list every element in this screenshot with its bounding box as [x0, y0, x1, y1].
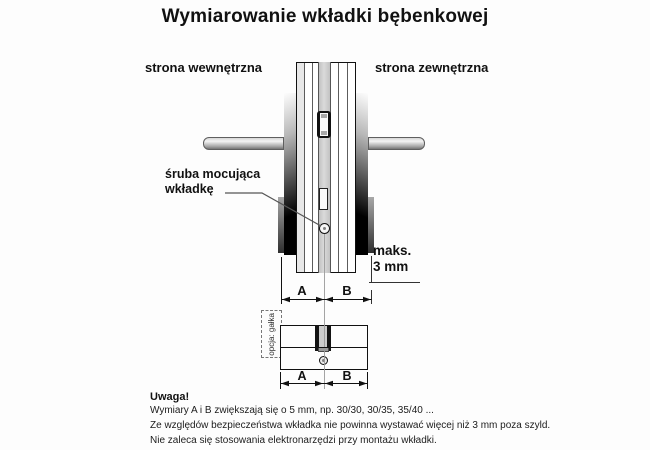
max-label-line2: 3 mm — [373, 259, 409, 274]
lower-dimension-a-label: A — [297, 369, 307, 383]
screw-center-dot — [323, 227, 326, 230]
inner-escutcheon-plate — [284, 93, 296, 255]
screw-hole-dot — [322, 359, 325, 362]
spindle-shaft-right — [368, 137, 425, 150]
knob-option-label: opcja: gałka — [267, 312, 276, 356]
cam-notch-inner — [319, 326, 327, 347]
spindle-shaft-left — [203, 137, 284, 150]
cam-slot — [317, 111, 331, 138]
notes-heading: Uwaga! — [150, 391, 190, 403]
screw-label-line1: śruba mocująca — [165, 167, 261, 181]
knob-option-box — [261, 310, 282, 358]
lower-dimension-b-label: B — [342, 369, 352, 383]
screw-label-line2: wkładkę — [165, 182, 214, 196]
note-line-3: Nie zaleca się stosowania elektronarzędzi przy montażu wkładki. — [150, 435, 437, 446]
note-line-1: Wymiary A i B zwiększają się o 5 mm, np. 30/30, 30/35, 35/40 ... — [150, 405, 434, 416]
fixing-screw-icon — [319, 223, 330, 234]
max-3mm-label — [373, 243, 411, 275]
door-layer-strip — [297, 63, 304, 272]
outer-side-label: strona zewnętrzna — [375, 60, 489, 75]
cam-tip — [318, 347, 329, 352]
fixing-screw-hole-icon — [319, 356, 328, 365]
note-line-2: Ze względów bezpieczeństwa wkładka nie powinna wystawać więcej niż 3 mm poza szyld. — [150, 420, 551, 431]
keyway-slot — [319, 188, 328, 210]
dimension-b-label: B — [342, 283, 352, 298]
outer-escutcheon-plate — [356, 93, 368, 255]
cam-slot-detail-bottom — [321, 131, 327, 135]
dimension-a-label: A — [297, 283, 307, 298]
inner-side-label: strona wewnętrzna — [145, 60, 263, 75]
cylinder-channel — [318, 62, 331, 273]
cylinder-end-inner — [278, 197, 284, 253]
screw-label — [165, 167, 260, 197]
cam-slot-detail-top — [321, 114, 327, 118]
max-label-line1: maks. — [373, 243, 412, 258]
page-title: Wymiarowanie wkładki bębenkowej — [161, 6, 489, 27]
